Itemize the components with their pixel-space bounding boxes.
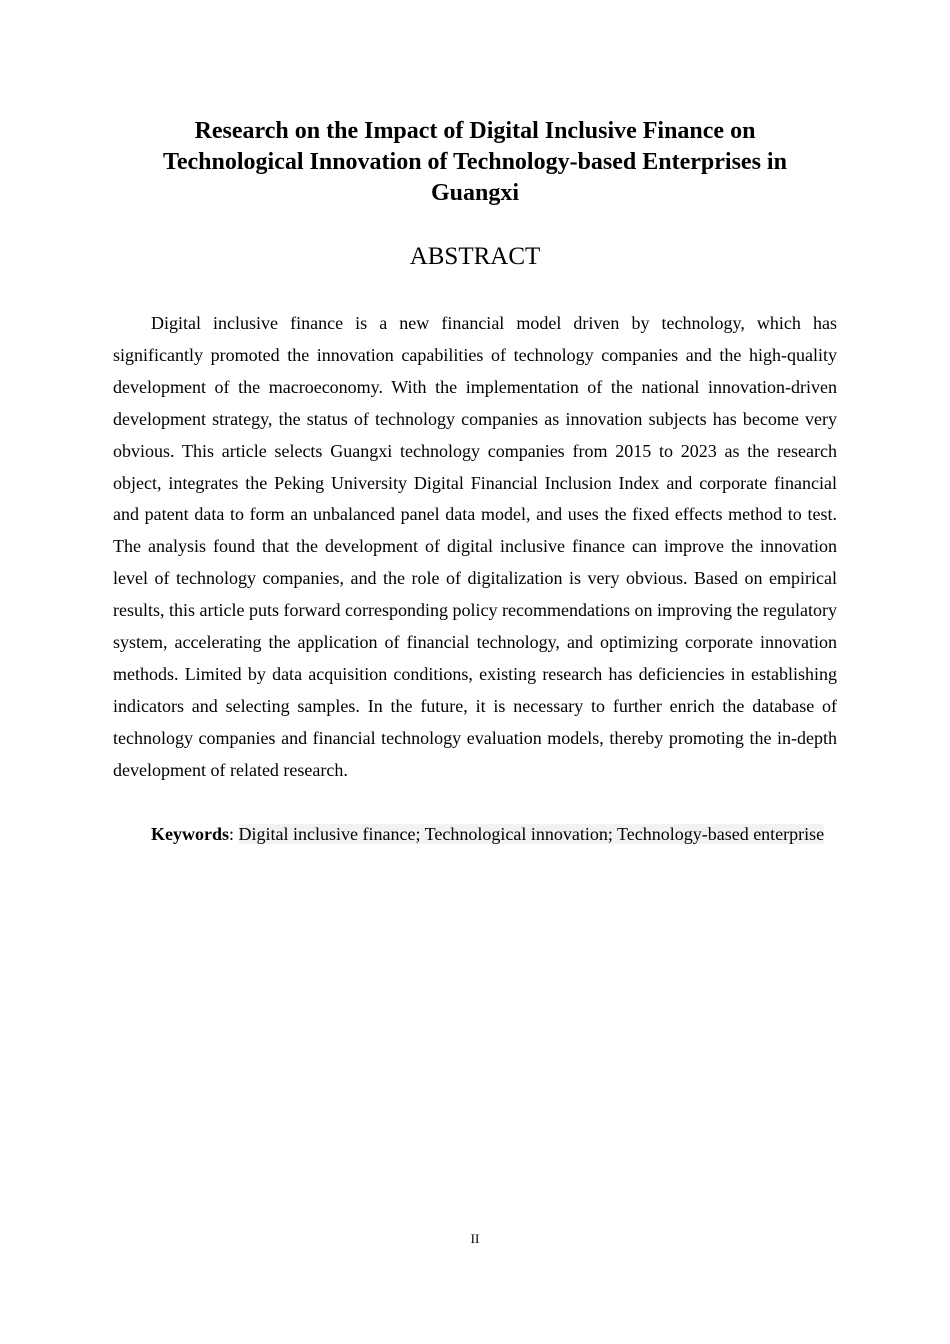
keywords-value: Digital inclusive finance; Technological innovation; Technology-based enterprise (238, 824, 825, 844)
title-line-1: Research on the Impact of Digital Inclusive Finance on (194, 118, 756, 144)
title-line-3: Guangxi (430, 180, 520, 206)
abstract-heading: ABSTRACT (409, 243, 541, 270)
keywords-paragraph (113, 818, 837, 850)
paper-title (113, 116, 837, 209)
keywords-separator: : (229, 824, 239, 844)
page-number: II (470, 1231, 480, 1246)
keywords-label: Keywords (151, 824, 229, 844)
title-line-2: Technological Innovation of Technology-based Enterprises in (163, 149, 787, 175)
abstract-body: Digital inclusive finance is a new financial model driven by technology, which has significantly promoted the innovation capabilities of technology companies and the high-quality development of the macroeconomy. With the implementation of the national innovation-driven development strategy, the status of technology companies as innovation subjects has become very obvious. This article selects Guangxi technology companies from 2015 to 2023 as the research object, integrates the Peking University Digital Financial Inclusion Index and corporate financial and patent data to form an unbalanced panel data model, and uses the fixed effects method to test. The analysis found that the development of digital inclusive finance can improve the innovation level of technology companies, and the role of digitalization is very obvious. Based on empirical results, this article puts forward corresponding policy recommendations on improving the regulatory system, accelerating the application of financial technology, and optimizing corporate innovation methods. Limited by data acquisition conditions, existing research has deficiencies in establishing indicators and selecting samples. In the future, it is necessary to further enrich the database of technology companies and financial technology evaluation models, thereby promoting the in-depth development of related research. (113, 313, 837, 780)
